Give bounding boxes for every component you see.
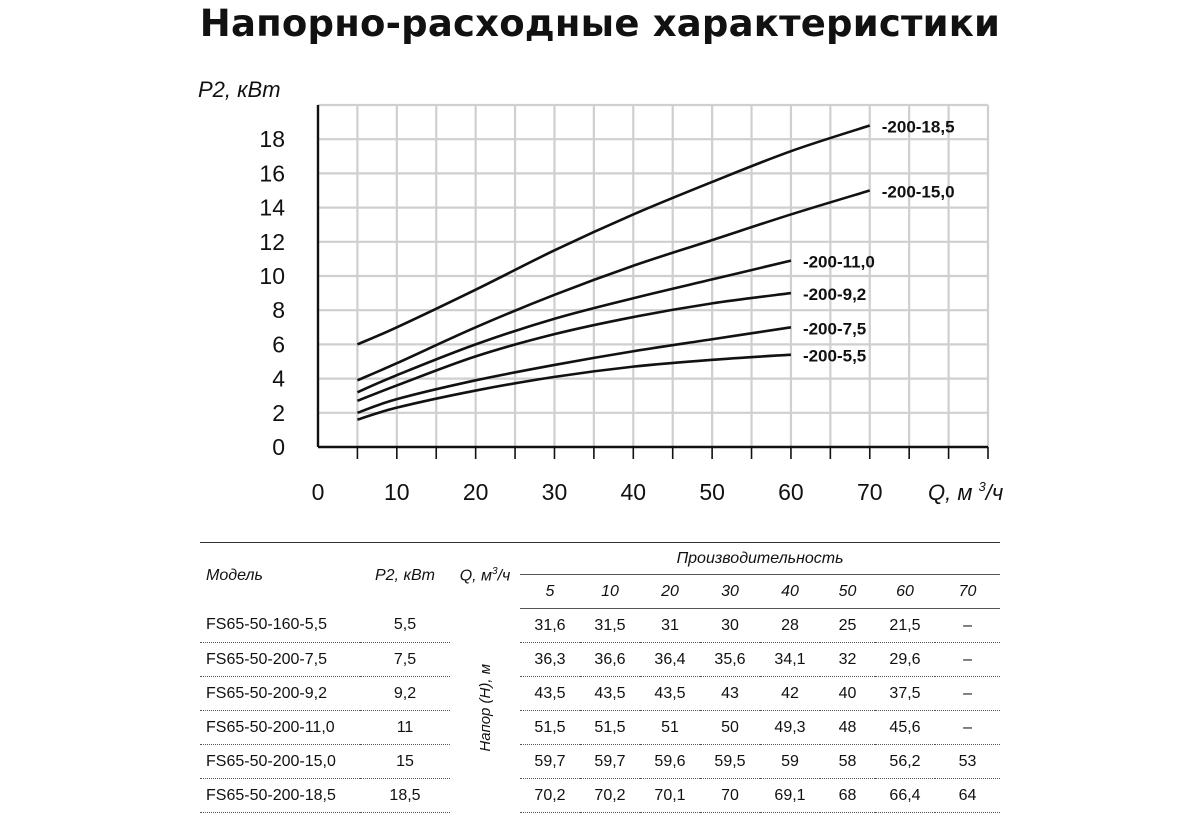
header-q-sup: 3 xyxy=(492,566,498,578)
x-axis-label-text: Q, м xyxy=(928,480,973,505)
series-label: -200-15,0 xyxy=(881,182,955,202)
series-line xyxy=(357,191,869,381)
cell-head-value: 43 xyxy=(700,677,760,711)
header-model: Модель xyxy=(206,566,263,584)
cell-head-value: – xyxy=(935,711,1000,745)
cell-head-value: 31 xyxy=(640,609,700,643)
cell-p2: 7,5 xyxy=(360,643,450,677)
cell-head-value: 58 xyxy=(820,745,875,779)
page-title: Напорно-расходные характеристики xyxy=(199,2,1001,45)
cell-p2: 9,2 xyxy=(360,677,450,711)
cell-head-value: 66,4 xyxy=(875,779,935,813)
table-row xyxy=(200,711,1000,745)
x-tick-label: 10 xyxy=(384,479,410,505)
cell-head-value: 56,2 xyxy=(875,745,935,779)
chart-grid xyxy=(318,105,988,447)
cell-head-value: – xyxy=(935,609,1000,643)
cell-head-value: 50 xyxy=(700,711,760,745)
cell-model: FS65-50-200-9,2 xyxy=(200,677,360,711)
y-tick-label: 2 xyxy=(272,399,285,426)
series-label: -200-7,5 xyxy=(802,319,867,339)
series-label: -200-11,0 xyxy=(802,252,875,272)
x-axis-label-sup: 3 xyxy=(978,479,986,494)
cell-p2: 11 xyxy=(360,711,450,745)
x-tick-label: 30 xyxy=(541,479,568,505)
cell-head-value: 43,5 xyxy=(580,677,640,711)
cell-head-value: 59,7 xyxy=(580,745,640,779)
header-flow-value: 20 xyxy=(640,575,700,609)
cell-head-value: 43,5 xyxy=(640,677,700,711)
cell-head-value: 29,6 xyxy=(875,643,935,677)
cell-head-value: 36,6 xyxy=(580,643,640,677)
header-performance: Производительность xyxy=(520,543,1000,575)
chart-curves xyxy=(357,126,869,420)
cell-head-value: 51 xyxy=(640,711,700,745)
performance-table-wrapper xyxy=(200,542,1000,813)
table-row xyxy=(200,677,1000,711)
header-flow-value: 30 xyxy=(700,575,760,609)
x-tick-label: 50 xyxy=(699,479,725,505)
cell-head-value: 28 xyxy=(760,609,820,643)
header-p2: P2, кВт xyxy=(374,566,435,584)
cell-head-value: 25 xyxy=(820,609,875,643)
table-row xyxy=(200,609,1000,643)
y-tick-label: 0 xyxy=(272,434,285,460)
cell-head-value: – xyxy=(935,643,1000,677)
header-q xyxy=(450,543,520,609)
cell-head-value: 35,6 xyxy=(700,643,760,677)
series-line xyxy=(357,327,791,413)
table-row xyxy=(200,779,1000,813)
header-q-prefix: Q, м xyxy=(459,567,492,585)
cell-head-value: 43,5 xyxy=(520,677,580,711)
cell-head-value: 34,1 xyxy=(760,643,820,677)
cell-head-value: 30 xyxy=(700,609,760,643)
cell-head-value: 69,1 xyxy=(760,779,820,813)
cell-head-value: 40 xyxy=(820,677,875,711)
x-tick-label: 0 xyxy=(311,479,325,505)
cell-head-value: 64 xyxy=(935,779,1000,813)
cell-head-value: 59,5 xyxy=(700,745,760,779)
cell-head-value: 53 xyxy=(935,745,1000,779)
cell-head-value: 31,6 xyxy=(520,609,580,643)
header-flow-value: 5 xyxy=(520,575,580,609)
cell-model: FS65-50-200-18,5 xyxy=(200,779,360,813)
y-tick-label: 8 xyxy=(272,297,285,324)
y-tick-label: 14 xyxy=(259,194,285,221)
y-tick-label: 6 xyxy=(272,331,285,358)
y-axis-label: P2, кВт xyxy=(198,77,281,102)
header-flow-value: 50 xyxy=(820,575,875,609)
cell-head-value: 49,3 xyxy=(760,711,820,745)
cell-p2: 5,5 xyxy=(360,609,450,643)
x-axis-label-rest: /ч xyxy=(985,480,1004,505)
chart-axes xyxy=(318,105,988,459)
cell-model: FS65-50-200-15,0 xyxy=(200,745,360,779)
y-tick-label: 4 xyxy=(272,365,285,392)
cell-head-value: 70,2 xyxy=(520,779,580,813)
cell-head-value: 32 xyxy=(820,643,875,677)
cell-head-value: 45,6 xyxy=(875,711,935,745)
cell-head-value: 48 xyxy=(820,711,875,745)
cell-head-value: 70 xyxy=(700,779,760,813)
series-label: -200-18,5 xyxy=(881,117,955,137)
performance-table xyxy=(200,542,1000,813)
y-tick-label: 16 xyxy=(259,160,285,187)
header-flow-value: 60 xyxy=(875,575,935,609)
table-row xyxy=(200,745,1000,779)
header-flow-value: 40 xyxy=(760,575,820,609)
head-label-text: Напор (Н), м xyxy=(476,664,494,752)
cell-head-value: 37,5 xyxy=(875,677,935,711)
cell-head-value: 68 xyxy=(820,779,875,813)
cell-head-value: 36,4 xyxy=(640,643,700,677)
cell-head-value: 59,6 xyxy=(640,745,700,779)
x-tick-label: 70 xyxy=(856,479,883,505)
y-tick-label: 12 xyxy=(259,228,285,255)
cell-head-value: 21,5 xyxy=(875,609,935,643)
x-axis-label xyxy=(928,479,1003,505)
series-line xyxy=(357,126,869,345)
y-tick-label: 10 xyxy=(259,263,285,289)
y-tick-label: 18 xyxy=(259,126,285,153)
cell-head-value: 59,7 xyxy=(520,745,580,779)
series-line xyxy=(357,261,791,393)
cell-head-value: 31,5 xyxy=(580,609,640,643)
series-label: -200-5,5 xyxy=(802,346,867,366)
table-row xyxy=(200,643,1000,677)
x-tick-label: 20 xyxy=(462,479,489,505)
cell-head-value: 51,5 xyxy=(580,711,640,745)
cell-model: FS65-50-200-7,5 xyxy=(200,643,360,677)
cell-head-value: – xyxy=(935,677,1000,711)
cell-head-value: 70,1 xyxy=(640,779,700,813)
cell-model: FS65-50-200-11,0 xyxy=(200,711,360,745)
header-flow-value: 10 xyxy=(580,575,640,609)
series-label: -200-9,2 xyxy=(802,285,867,305)
cell-head-value: 51,5 xyxy=(520,711,580,745)
cell-model: FS65-50-160-5,5 xyxy=(200,609,360,643)
cell-head-value: 36,3 xyxy=(520,643,580,677)
cell-head-value: 42 xyxy=(760,677,820,711)
x-tick-label: 40 xyxy=(620,479,647,505)
cell-head-label xyxy=(450,609,520,813)
cell-head-value: 59 xyxy=(760,745,820,779)
x-tick-label: 60 xyxy=(778,479,804,505)
cell-head-value: 70,2 xyxy=(580,779,640,813)
cell-p2: 18,5 xyxy=(360,779,450,813)
header-q-suffix: /ч xyxy=(497,567,511,585)
header-flow-value: 70 xyxy=(935,575,1000,609)
cell-p2: 15 xyxy=(360,745,450,779)
